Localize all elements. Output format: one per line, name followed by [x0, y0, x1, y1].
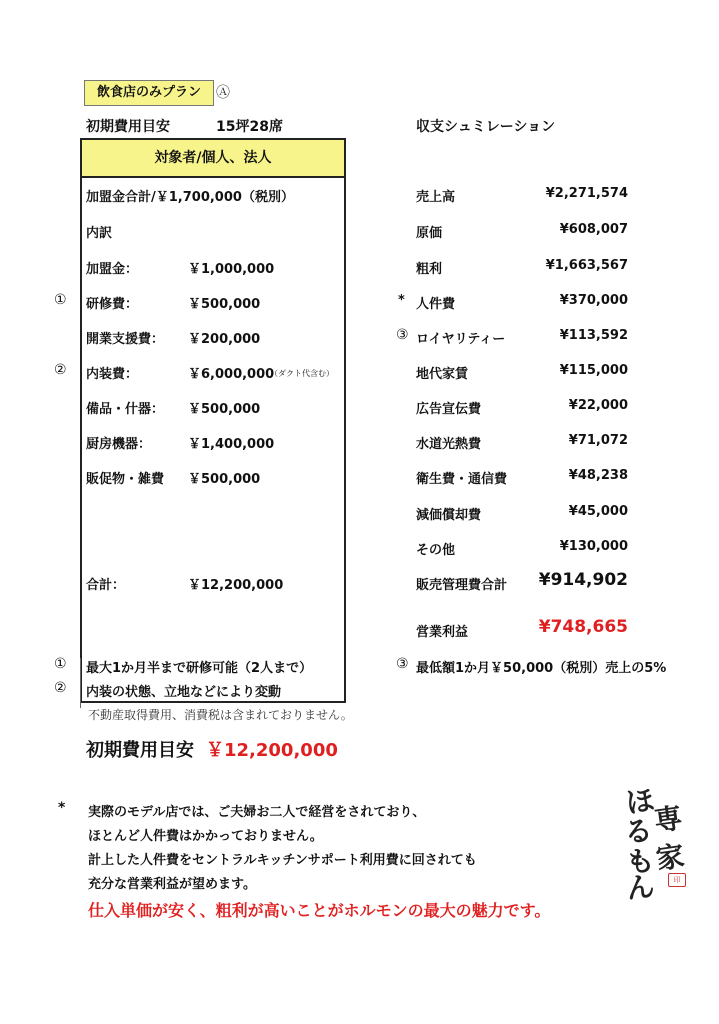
admin-total-value: ¥914,902: [538, 570, 628, 590]
initial-cost-heading: 初期費用目安: [86, 119, 170, 135]
sim-label: ロイヤリティー: [416, 332, 506, 347]
sim-value: ¥1,663,567: [545, 258, 628, 273]
item-mark: ①: [54, 292, 67, 308]
sum-label: 合計：: [86, 578, 126, 593]
item-value: ￥1,000,000: [188, 262, 275, 277]
footnote-line: ほとんど人件費はかかっておりません。: [88, 829, 323, 844]
total-franchise-fee: 加盟金合計/￥1,700,000（税別）: [86, 190, 294, 205]
item-value: ￥1,400,000: [188, 437, 275, 452]
sim-value: ¥22,000: [568, 398, 628, 413]
logo-char: 専: [652, 801, 685, 838]
summary-label: 初期費用目安: [86, 740, 194, 761]
sim-value: ¥71,072: [568, 433, 628, 448]
footnote-line: 充分な営業利益が望めます。: [88, 877, 256, 892]
item-value: ￥6,000,000: [188, 367, 275, 382]
footnote-line: 実際のモデル店では、ご夫婦お二人で経営をされており、: [88, 805, 426, 820]
profit-label: 営業利益: [416, 625, 469, 640]
logo-char: る: [622, 813, 655, 850]
sim-value: ¥2,271,574: [545, 186, 628, 201]
profit-value: ¥748,665: [538, 617, 628, 637]
admin-total-label: 販売管理費合計: [416, 578, 508, 593]
sim-value: ¥45,000: [568, 504, 628, 519]
logo-char: ん: [624, 869, 657, 906]
note-text: 最大1か月半まで研修可能（2人まで）: [86, 661, 313, 676]
sim-value: ¥113,592: [559, 328, 628, 343]
item-label: 研修費：: [86, 297, 139, 312]
item-label: 備品・什器：: [86, 402, 165, 417]
note-mark: ①: [54, 656, 67, 672]
sim-label: 減価償却費: [416, 508, 482, 523]
sim-mark: ③: [396, 327, 409, 343]
item-mark: ②: [54, 362, 67, 378]
logo-stamp-icon: 印: [668, 873, 686, 887]
sim-label: 原価: [416, 226, 443, 241]
footnote-mark: *: [58, 800, 66, 816]
sim-label: 水道光熱費: [416, 437, 482, 452]
item-value: ￥500,000: [188, 402, 261, 417]
item-value: ￥500,000: [188, 472, 261, 487]
target-banner: 対象者/個人、法人: [82, 140, 344, 178]
sim-label: 地代家賃: [416, 367, 469, 382]
plan-title: 飲食店のみプラン: [84, 80, 214, 106]
note-mark: ②: [54, 680, 67, 696]
plan-mark: Ⓐ: [216, 85, 230, 101]
sim-label: 売上高: [416, 190, 456, 205]
item-label: 加盟金：: [86, 262, 139, 277]
sim-value: ¥115,000: [559, 363, 628, 378]
royalty-note-mark: ③: [396, 656, 409, 672]
logo-char: ほ: [624, 783, 657, 820]
note-divider: [80, 658, 81, 708]
item-value: ￥200,000: [188, 332, 261, 347]
sim-value: ¥608,007: [559, 222, 628, 237]
sim-label: 粗利: [416, 262, 443, 277]
store-size: 15坪28席: [216, 119, 283, 135]
sim-value: ¥48,238: [568, 468, 628, 483]
royalty-note: 最低額1か月￥50,000（税別）売上の5%: [416, 661, 667, 676]
sim-value: ¥370,000: [559, 293, 628, 308]
sum-value: ￥12,200,000: [188, 578, 284, 593]
sim-label: その他: [416, 543, 456, 558]
item-value: ￥500,000: [188, 297, 261, 312]
highlight-message: 仕入単価が安く、粗利が高いことがホルモンの最大の魅力です。: [88, 901, 551, 920]
sim-label: 人件費: [416, 297, 456, 312]
logo-char: 家: [654, 839, 687, 876]
simulation-title: 収支シュミレーション: [416, 119, 556, 135]
initial-cost-box: [80, 138, 346, 703]
sim-label: 広告宣伝費: [416, 402, 482, 417]
item-label: 内装費：: [86, 367, 139, 382]
breakdown-label: 内訳: [86, 226, 113, 241]
exclusion-note: 不動産取得費用、消費税は含まれておりません。: [88, 708, 353, 722]
footnote-line: 計上した人件費をセントラルキッチンサポート利用費に回されても: [88, 853, 477, 868]
item-note: （ダクト代含む）: [270, 369, 334, 378]
sim-mark: *: [398, 293, 405, 308]
sim-value: ¥130,000: [559, 539, 628, 554]
item-label: 開業支援費：: [86, 332, 165, 347]
sim-label: 衛生費・通信費: [416, 472, 508, 487]
item-label: 厨房機器：: [86, 437, 152, 452]
note-text: 内装の状態、立地などにより変動: [86, 685, 282, 700]
item-label: 販促物・雑費: [86, 472, 165, 487]
summary-value: ￥12,200,000: [206, 740, 338, 761]
logo-char: も: [624, 843, 657, 880]
